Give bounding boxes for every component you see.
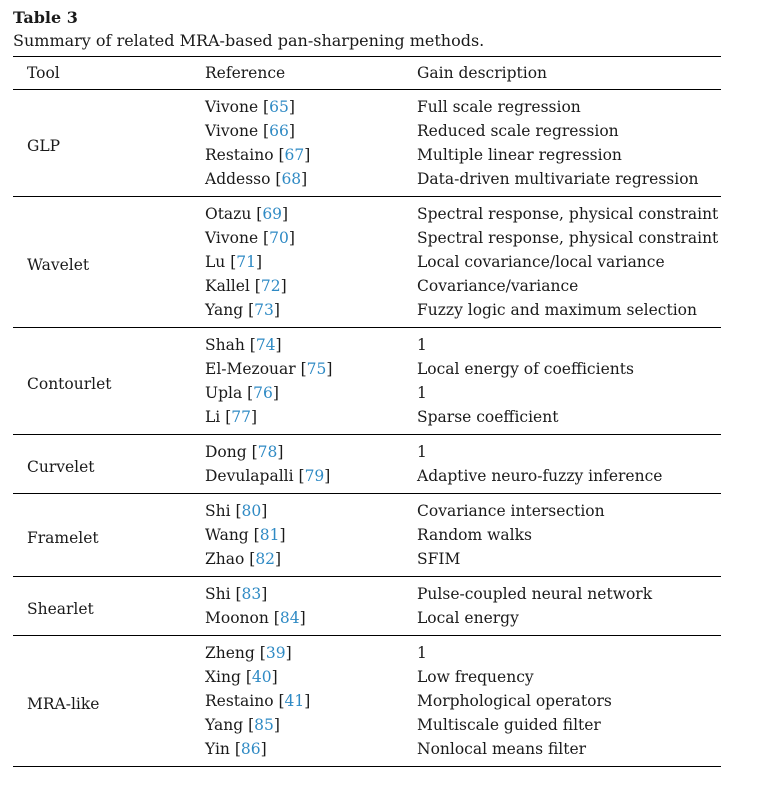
reference-cell: Yin [86]	[205, 740, 267, 758]
reference-author: Shah	[205, 336, 245, 354]
citation-link[interactable]: 65	[269, 98, 289, 116]
reference-author: Addesso	[205, 170, 271, 188]
reference-cell: Vivone [66]	[205, 122, 295, 140]
table-caption-text: Summary of related MRA-based pan-sharpening methods.	[13, 31, 485, 50]
gain-description-cell: Covariance intersection	[417, 502, 605, 520]
tool-group	[13, 577, 721, 636]
citation-link[interactable]: 71	[236, 253, 256, 271]
gain-description-cell: 1	[417, 644, 427, 662]
gain-description-cell: Pulse-coupled neural network	[417, 585, 653, 603]
tool-group	[13, 90, 721, 197]
reference-author: Wang	[205, 526, 249, 544]
gain-description-cell: Morphological operators	[417, 692, 612, 710]
reference-author: Vivone	[205, 229, 259, 247]
gain-description-cell: Full scale regression	[417, 98, 581, 116]
header-reference: Reference	[205, 64, 286, 82]
reference-cell: Shi [80]	[205, 502, 268, 520]
reference-cell: Moonon [84]	[205, 609, 306, 627]
tool-name: MRA-like	[27, 694, 100, 713]
tool-name: GLP	[27, 136, 61, 155]
citation-link[interactable]: 78	[257, 443, 278, 461]
citation-link[interactable]: 86	[240, 740, 261, 758]
reference-author: Restaino	[205, 692, 274, 710]
reference-author: Vivone	[205, 98, 259, 116]
reference-cell: Li [77]	[205, 408, 258, 426]
citation-link[interactable]: 74	[255, 336, 276, 354]
gain-description-cell: Spectral response, physical constraint	[417, 229, 719, 247]
table-row	[13, 636, 721, 666]
citation-link[interactable]: 39	[265, 644, 286, 662]
reference-author: Vivone	[205, 122, 259, 140]
tool-group	[13, 328, 721, 435]
citation-link[interactable]: 66	[269, 122, 289, 140]
table-row	[13, 328, 721, 358]
gain-description-cell: SFIM	[417, 550, 461, 568]
mra-methods-table	[13, 56, 721, 767]
reference-cell: Dong [78]	[205, 443, 284, 461]
gain-description-cell: Low frequency	[417, 668, 534, 686]
table-row	[13, 435, 721, 465]
gain-description-cell: Data-driven multivariate regression	[417, 170, 699, 188]
reference-cell: Yang [85]	[205, 716, 280, 734]
citation-link[interactable]: 73	[254, 301, 274, 319]
reference-cell: Otazu [69]	[205, 205, 289, 223]
citation-link[interactable]: 67	[284, 146, 305, 164]
gain-description-cell: Local energy	[417, 609, 519, 627]
citation-link[interactable]: 85	[254, 716, 274, 734]
reference-author: Otazu	[205, 205, 252, 223]
gain-description-cell: Local energy of coefficients	[417, 360, 634, 378]
reference-cell: El-Mezouar [75]	[205, 360, 333, 378]
gain-description-cell: Multiscale guided filter	[417, 716, 601, 734]
reference-cell: Lu [71]	[205, 253, 263, 271]
gain-description-cell: 1	[417, 384, 427, 402]
reference-author: Upla	[205, 384, 243, 402]
reference-author: Devulapalli	[205, 467, 294, 485]
reference-author: Restaino	[205, 146, 274, 164]
citation-link[interactable]: 72	[260, 277, 281, 295]
reference-cell: Restaino [67]	[205, 146, 311, 164]
reference-author: Dong	[205, 443, 247, 461]
header-gain-description: Gain description	[417, 64, 548, 82]
gain-description-cell: Adaptive neuro-fuzzy inference	[417, 467, 663, 485]
reference-author: El-Mezouar	[205, 360, 296, 378]
citation-link[interactable]: 83	[241, 585, 262, 603]
reference-cell: Vivone [65]	[205, 98, 295, 116]
header-tool: Tool	[27, 64, 60, 82]
reference-author: Yang	[205, 301, 244, 319]
reference-author: Yang	[205, 716, 244, 734]
citation-link[interactable]: 68	[281, 170, 302, 188]
reference-author: Kallel	[205, 277, 250, 295]
tool-name: Curvelet	[27, 457, 95, 476]
table-row	[13, 90, 721, 120]
tool-group	[13, 636, 721, 767]
reference-cell: Upla [76]	[205, 384, 279, 402]
header-row	[13, 57, 721, 90]
tool-group	[13, 494, 721, 577]
reference-author: Li	[205, 408, 221, 426]
reference-cell: Kallel [72]	[205, 277, 287, 295]
citation-link[interactable]: 76	[253, 384, 273, 402]
reference-author: Zhao	[205, 550, 245, 568]
gain-description-cell: Reduced scale regression	[417, 122, 619, 140]
citation-link[interactable]: 79	[304, 467, 325, 485]
gain-description-cell: Covariance/variance	[417, 277, 579, 295]
reference-author: Yin	[205, 740, 230, 758]
table-row	[13, 494, 721, 524]
tool-name: Shearlet	[27, 599, 94, 618]
citation-link[interactable]: 82	[255, 550, 276, 568]
reference-author: Shi	[205, 502, 231, 520]
gain-description-cell: Multiple linear regression	[417, 146, 622, 164]
reference-cell: Zheng [39]	[205, 644, 292, 662]
reference-cell: Addesso [68]	[205, 170, 308, 188]
reference-cell: Zhao [82]	[205, 550, 282, 568]
citation-link[interactable]: 77	[231, 408, 251, 426]
table-row	[13, 577, 721, 607]
gain-description-cell: Local covariance/local variance	[417, 253, 665, 271]
reference-author: Lu	[205, 253, 226, 271]
gain-description-cell: Spectral response, physical constraint	[417, 205, 719, 223]
tool-name: Framelet	[27, 528, 99, 547]
tool-name: Wavelet	[27, 255, 90, 274]
reference-author: Xing	[205, 668, 241, 686]
gain-description-cell: 1	[417, 443, 427, 461]
citation-link[interactable]: 80	[241, 502, 262, 520]
citation-link[interactable]: 41	[284, 692, 305, 710]
reference-author: Moonon	[205, 609, 269, 627]
reference-cell: Yang [73]	[205, 301, 280, 319]
citation-link[interactable]: 70	[269, 229, 289, 247]
table-caption-label: Table 3	[13, 8, 78, 27]
reference-cell: Wang [81]	[205, 526, 286, 544]
citation-link[interactable]: 84	[279, 609, 300, 627]
gain-description-cell: Random walks	[417, 526, 532, 544]
table-header	[13, 57, 721, 90]
tool-group	[13, 197, 721, 328]
tool-group	[13, 435, 721, 494]
gain-description-cell: Sparse coefficient	[417, 408, 559, 426]
citation-link[interactable]: 81	[259, 526, 280, 544]
table-row	[13, 197, 721, 227]
gain-description-cell: Fuzzy logic and maximum selection	[417, 301, 697, 319]
reference-cell: Shah [74]	[205, 336, 282, 354]
reference-cell: Devulapalli [79]	[205, 467, 331, 485]
reference-cell: Shi [83]	[205, 585, 268, 603]
reference-cell: Xing [40]	[205, 668, 278, 686]
reference-cell: Vivone [70]	[205, 229, 295, 247]
gain-description-cell: 1	[417, 336, 427, 354]
reference-author: Shi	[205, 585, 231, 603]
citation-link[interactable]: 75	[306, 360, 327, 378]
citation-link[interactable]: 40	[251, 668, 272, 686]
gain-description-cell: Nonlocal means filter	[417, 740, 587, 758]
citation-link[interactable]: 69	[262, 205, 283, 223]
reference-cell: Restaino [41]	[205, 692, 311, 710]
tool-name: Contourlet	[27, 374, 112, 393]
reference-author: Zheng	[205, 644, 255, 662]
